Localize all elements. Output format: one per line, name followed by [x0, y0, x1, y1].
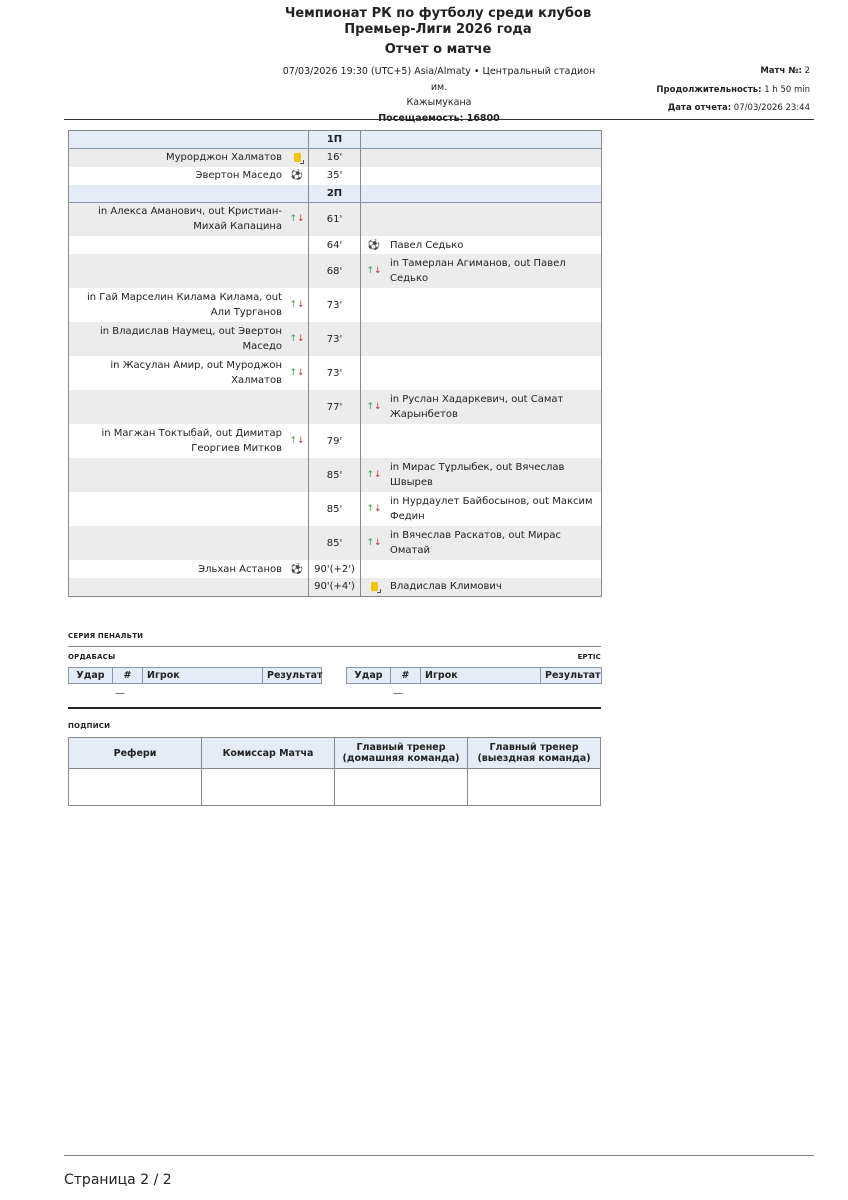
away-event-cell — [361, 458, 602, 492]
home-event-cell — [69, 288, 309, 322]
event-minute: 85' — [309, 458, 361, 492]
away-event-cell — [361, 492, 602, 526]
event-row — [69, 424, 602, 458]
away-event-cell — [361, 236, 602, 254]
event-row — [69, 578, 602, 596]
away-coach-line1: Главный тренер — [489, 742, 579, 753]
away-event-text: Павел Седько — [390, 239, 464, 251]
signatures-row — [69, 769, 601, 806]
home-event-cell — [69, 390, 309, 424]
match-events-body — [69, 131, 602, 597]
event-row — [69, 526, 602, 560]
home-event-text: in Гай Марселин Килама Килама, out Али Турганов — [86, 292, 282, 318]
penalty-header-row — [69, 668, 322, 684]
away-event-cell — [361, 356, 602, 390]
event-row — [69, 202, 602, 236]
substitution-icon: ↑ ↓ — [289, 436, 305, 446]
penalty-table-home — [68, 667, 322, 684]
home-coach-line2: (домашняя команда) — [342, 753, 460, 764]
event-minute: 16' — [309, 149, 361, 167]
away-event-cell — [361, 149, 602, 167]
away-event-cell — [361, 526, 602, 560]
event-minute: 64' — [309, 236, 361, 254]
event-minute: 68' — [309, 254, 361, 288]
event-row — [69, 254, 602, 288]
event-minute: 77' — [309, 390, 361, 424]
away-event-cell — [361, 322, 602, 356]
away-event-text: in Мирас Тұрлыбек, out Вячеслав Швырев — [390, 462, 565, 488]
match-number-label: Матч №: — [760, 66, 802, 76]
page-number: Страница 2 / 2 — [64, 1172, 172, 1188]
home-event — [73, 562, 304, 577]
match-meta — [274, 64, 604, 126]
commissioner-signature — [202, 769, 335, 806]
venue-continued: Кажымукана — [406, 97, 472, 108]
away-event-cell — [361, 424, 602, 458]
footer-divider — [64, 1155, 814, 1156]
away-event-cell — [361, 560, 602, 578]
home-event-text: Эльхан Астанов — [198, 563, 282, 575]
home-event — [73, 204, 304, 234]
yellow-card-icon — [367, 580, 381, 594]
home-coach-signature — [335, 769, 468, 806]
home-event — [73, 324, 304, 354]
title-line-2: Премьер-Лиги 2026 года — [344, 22, 532, 37]
event-minute: 90'(+4') — [309, 578, 361, 596]
goal-ball-icon: ⚽ — [290, 170, 304, 181]
home-event-cell — [69, 167, 309, 185]
away-coach-header — [468, 738, 601, 769]
match-duration — [656, 81, 810, 100]
event-row — [69, 236, 602, 254]
away-event-cell — [361, 254, 602, 288]
report-header — [64, 0, 814, 124]
home-event-text: Эвертон Маседо — [195, 170, 282, 181]
col-number: # — [113, 668, 143, 684]
divider — [68, 646, 601, 647]
away-event-cell — [361, 390, 602, 424]
datetime-venue: 07/03/2026 19:30 (UTC+5) Asia/Almaty • Центральный стадион им. — [282, 66, 596, 93]
event-minute: 85' — [309, 526, 361, 560]
away-event — [365, 256, 597, 286]
event-row — [69, 322, 602, 356]
event-row — [69, 167, 602, 185]
match-number — [656, 62, 810, 81]
away-event-cell — [361, 202, 602, 236]
period-label: 1П — [309, 131, 361, 149]
duration-label: Продолжительность: — [656, 84, 762, 95]
col-result: Результат — [263, 668, 322, 684]
attendance-label: Посещаемость: — [378, 112, 464, 124]
penalty-home-team: ОРДАБАСЫ — [68, 653, 116, 661]
home-event-cell — [69, 458, 309, 492]
attendance-value: 16800 — [466, 112, 500, 124]
period-spacer — [361, 131, 602, 149]
away-event — [365, 392, 597, 422]
away-event-text: Владислав Климович — [390, 581, 502, 593]
home-event-cell — [69, 202, 309, 236]
penalty-section-label: СЕРИЯ ПЕНАЛЬТИ — [68, 632, 144, 640]
col-result: Результат — [541, 668, 602, 684]
home-event — [73, 358, 304, 388]
home-event-cell — [69, 492, 309, 526]
goal-ball-icon: ⚽ — [367, 239, 381, 251]
penalty-empty-home: — — [115, 688, 125, 699]
referee-header: Рефери — [69, 738, 202, 769]
report-date-value: 07/03/2026 23:44 — [733, 103, 810, 113]
away-coach-line2: (выездная команда) — [477, 753, 591, 764]
substitution-icon: ↑ ↓ — [289, 300, 305, 310]
event-minute: 85' — [309, 492, 361, 526]
attendance — [274, 111, 604, 127]
home-event — [73, 150, 304, 165]
home-event-cell — [69, 578, 309, 596]
yellow-card-icon — [290, 151, 304, 165]
event-row — [69, 492, 602, 526]
event-minute: 79' — [309, 424, 361, 458]
period-row — [69, 185, 602, 203]
event-minute: 73' — [309, 288, 361, 322]
col-player: Игрок — [421, 668, 541, 684]
col-shot: Удар — [354, 670, 383, 681]
duration-value: 1 h 50 min — [764, 84, 810, 95]
report-title: Отчет о матче — [384, 42, 492, 57]
commissioner-header: Комиссар Матча — [202, 738, 335, 769]
own-goal-icon: ⚽ — [290, 563, 304, 575]
event-minute: 90'(+2') — [309, 560, 361, 578]
referee-signature — [69, 769, 202, 806]
substitution-icon: ↑ ↓ — [289, 334, 305, 344]
col-player: Игрок — [143, 668, 263, 684]
event-row — [69, 149, 602, 167]
home-event-text: in Жасулан Амир, out Муроджон Халматов — [110, 360, 282, 386]
report-date — [656, 99, 810, 118]
away-event — [365, 579, 597, 594]
period-row — [69, 131, 602, 149]
divider — [68, 707, 601, 709]
home-event-cell — [69, 424, 309, 458]
match-number-value: 2 — [804, 66, 810, 76]
home-coach-header — [335, 738, 468, 769]
away-event-cell — [361, 288, 602, 322]
substitution-icon: ↑ ↓ — [366, 470, 382, 480]
away-event-cell — [361, 167, 602, 185]
substitution-icon: ↑ ↓ — [289, 368, 305, 378]
home-event-text: in Магжан Токтыбай, out Димитар Георгиев Митков — [101, 428, 282, 454]
home-event-cell — [69, 149, 309, 167]
penalty-away-team: ЕРТІС — [577, 653, 601, 661]
substitution-icon: ↑ ↓ — [366, 538, 382, 548]
penalty-header-row — [347, 668, 602, 684]
home-event-text: in Владислав Наумец, out Эвертон Маседо — [99, 326, 282, 352]
match-events-table — [68, 130, 602, 597]
away-event-text: in Вячеслав Раскатов, out Мирас Оматай — [390, 530, 561, 556]
period-spacer — [69, 131, 309, 149]
title-line-1: Чемпионат РК по футболу среди клубов — [284, 6, 592, 21]
away-event-text: in Тамерлан Агиманов, out Павел Седько — [390, 258, 566, 284]
substitution-icon: ↑ ↓ — [289, 214, 305, 225]
event-minute: 35' — [309, 167, 361, 185]
substitution-icon: ↑ ↓ — [366, 504, 382, 514]
away-event-text: in Нурдаулет Байбосынов, out Максим Федин — [390, 496, 593, 522]
penalty-table-away — [346, 667, 602, 684]
away-event — [365, 494, 597, 524]
away-coach-signature — [468, 769, 601, 806]
home-event-cell — [69, 356, 309, 390]
home-event-cell — [69, 236, 309, 254]
home-coach-line1: Главный тренер — [356, 742, 446, 753]
col-number: # — [391, 668, 421, 684]
event-row — [69, 390, 602, 424]
event-row — [69, 356, 602, 390]
period-label: 2П — [309, 185, 361, 203]
event-row — [69, 560, 602, 578]
away-event — [365, 460, 597, 490]
home-event-cell — [69, 322, 309, 356]
report-date-label: Дата отчета: — [667, 103, 732, 113]
period-spacer — [361, 185, 602, 203]
substitution-icon: ↑ ↓ — [366, 266, 382, 276]
event-minute: 61' — [309, 202, 361, 236]
away-event-text: in Руслан Хадаркевич, out Самат Жарынбетов — [390, 394, 564, 420]
substitution-icon: ↑ ↓ — [366, 402, 382, 412]
event-row — [69, 458, 602, 492]
penalty-empty-away: — — [393, 688, 403, 699]
away-event — [365, 238, 597, 253]
signatures-section-label: ПОДПИСИ — [68, 722, 111, 730]
home-event-cell — [69, 526, 309, 560]
event-minute: 73' — [309, 356, 361, 390]
home-event-cell — [69, 560, 309, 578]
signatures-table — [68, 737, 601, 806]
col-shot: Удар — [76, 670, 105, 681]
signatures-header-row — [69, 738, 601, 769]
match-info — [656, 62, 810, 118]
period-spacer — [69, 185, 309, 203]
home-event — [73, 290, 304, 320]
home-event-cell — [69, 254, 309, 288]
home-event-text: Мурорджон Халматов — [166, 152, 282, 164]
away-event — [365, 528, 597, 558]
home-event — [73, 426, 304, 456]
event-row — [69, 288, 602, 322]
championship-title — [224, 6, 652, 38]
home-event-text: in Алекса Аманович, out Кристиан-Михай Капацина — [98, 206, 282, 233]
away-event-cell — [361, 578, 602, 596]
event-minute: 73' — [309, 322, 361, 356]
home-event — [73, 168, 304, 183]
